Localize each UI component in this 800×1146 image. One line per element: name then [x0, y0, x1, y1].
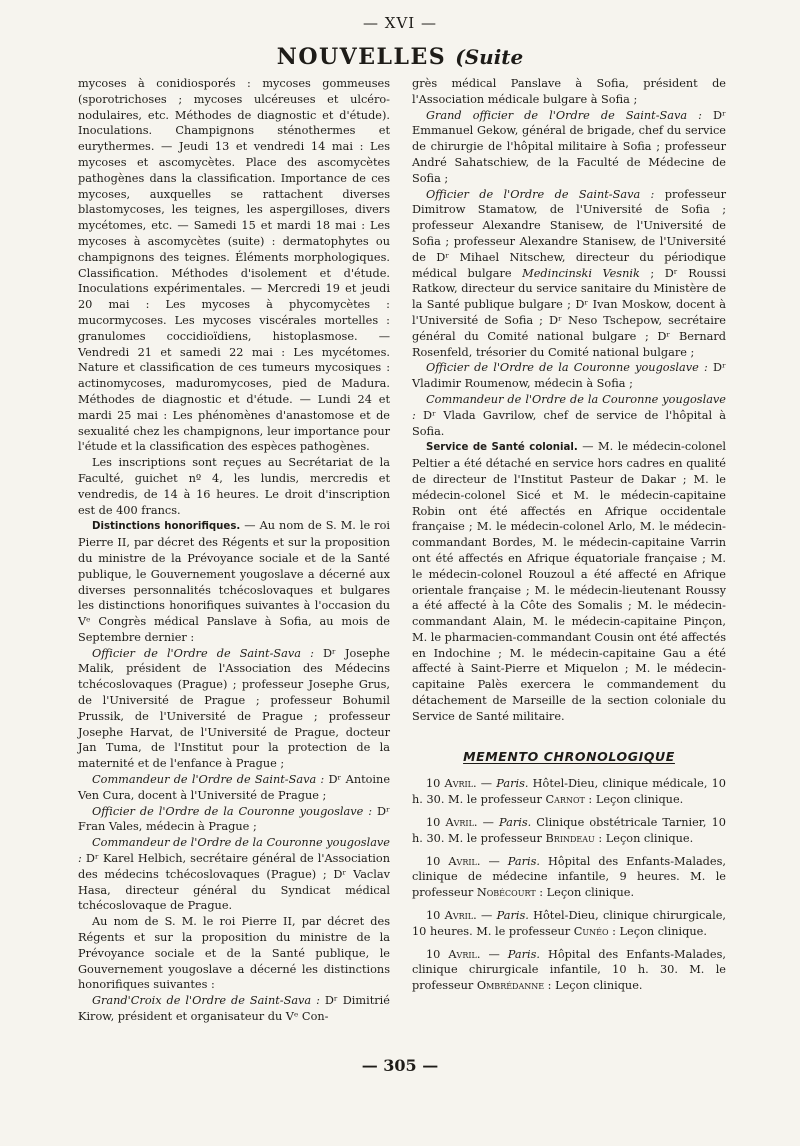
- entry-tail: : Leçon clinique.: [584, 793, 684, 807]
- entry-text: Hôtel-Dieu, clinique chirurgicale, 10 heures. M. le professeur: [412, 909, 726, 938]
- paragraph-lead: Commandeur de l'Ordre de la Couronne yougoslave :: [412, 392, 726, 422]
- paragraph: Au nom de S. M. le roi Pierre II, par décret des Régents et sur la proposition du ministre de la Prévoyance sociale et de la Santé publique, le Gouvernement yougoslave a décerné les distinctions honorifiques suivantes :: [78, 915, 390, 992]
- memento-entry: 10 Avril. — Paris. Hôtel-Dieu, clinique chirurgicale, 10 heures. M. le professeur Cunéo : Leçon clinique.: [412, 909, 726, 938]
- entry-professor: Carnot: [545, 793, 585, 807]
- paragraph: grès médical Panslave à Sofia, président de l'Association médicale bulgare à Sofia ;: [412, 77, 726, 106]
- memento-title: MEMENTO CHRONOLOGIQUE: [463, 748, 675, 764]
- left-column: [78, 76, 390, 1025]
- entry-tail: : Leçon clinique.: [535, 886, 635, 900]
- paragraph-lead: Commandeur de l'Ordre de Saint-Sava :: [92, 773, 325, 787]
- paragraph-text: Dʳ Karel Helbich, secrétaire général de l'Association des médecins tchécoslovaques (Prague) ; Dʳ Vaclav Hasa, directeur général du Syndicat médical tchécoslovaque de Prague.: [78, 852, 390, 913]
- paragraph: [78, 772, 390, 804]
- paragraph-text: Dʳ Dimitrié Kirow, président et organisateur du Vᵉ Con-: [78, 994, 390, 1024]
- entry-place: Paris.: [496, 777, 529, 791]
- memento-entry: 10 Avril. — Paris. Hôpital des Enfants-Malades, clinique de médecine infantile, 9 heures. M. le professeur Nobécourt : Leçon clinique.: [412, 854, 726, 900]
- entry-tail: : Leçon clinique.: [544, 979, 643, 993]
- paragraph: [412, 108, 726, 187]
- entry-tail: : Leçon clinique.: [594, 831, 694, 845]
- paragraph-lead: Service de Santé colonial.: [426, 442, 578, 454]
- page-number: — 305 —: [361, 1056, 439, 1075]
- entry-tail: : Leçon clinique.: [608, 924, 707, 938]
- paragraph-text: Dʳ Emmanuel Gekow, général de brigade, chef du service de chirurgie de l'hôpital militaire à Sofia ; professeur André Sahatschiew, de la Faculté de Médecine de Sofia ;: [412, 108, 726, 185]
- entry-text: Hôpital des Enfants-Malades, clinique chirurgicale infantile, 10 h. 30. M. le professeur: [412, 947, 726, 993]
- paragraph: [78, 804, 390, 836]
- entry-place: Paris.: [507, 947, 540, 961]
- entry-text: Hôtel-Dieu, clinique médicale, 10 h. 30. M. le professeur: [412, 777, 726, 807]
- memento-entry: 10 Avril. — Paris. Hôtel-Dieu, clinique médicale, 10 h. 30. M. le professeur Carnot : Leçon clinique.: [412, 777, 726, 807]
- paragraph: [412, 439, 726, 724]
- entry-professor: Ombrédanne: [476, 979, 545, 993]
- entry-date: 10 Avril.: [426, 947, 481, 961]
- paragraph-text: Dʳ Fran Vales, médecin à Prague ;: [78, 804, 391, 834]
- section-suite: (Suite: [455, 45, 524, 69]
- paragraph-lead: Grand'Croix de l'Ordre de Saint-Sava :: [92, 994, 320, 1008]
- memento-entry: 10 Avril. — Paris. Hôpital des Enfants-Malades, clinique chirurgicale infantile, 10 h. 30. M. le professeur Ombrédanne : Leçon clinique.: [412, 947, 726, 993]
- entry-place: Paris.: [496, 909, 529, 923]
- paragraph: [412, 392, 726, 439]
- entry-professor: Brindeau: [545, 831, 595, 845]
- paragraph: [412, 360, 726, 392]
- paragraph-lead: Grand officier de l'Ordre de Saint-Sava :: [426, 108, 702, 122]
- paragraph: [78, 835, 390, 914]
- entry-professor: Cunéo: [573, 924, 609, 938]
- paragraph-lead: Officier de l'Ordre de Saint-Sava :: [92, 646, 314, 660]
- paragraph-text: — Au nom de S. M. le roi Pierre II, par décret des Régents et sur la proposition du ministre de la Prévoyance sociale et de la Santé publique, le Gouvernement yougoslave a décerné aux diverses personnalités tchécoslovaques et bulgares les distinctions honorifiques suivantes à l'occasion du Vᵉ Congrès médical Panslave à Sofia, au mois de Septembre dernier :: [78, 519, 390, 644]
- paragraph-text: Dʳ Vlada Gavrilow, chef de service de l'hôpital à Sofia.: [412, 408, 726, 438]
- entry-text: Hôpital des Enfants-Malades, clinique de médecine infantile, 9 heures. M. le professeur: [412, 854, 726, 900]
- paragraph: [412, 187, 726, 361]
- paragraph-text: Dʳ Vladimir Roumenow, médecin à Sofia ;: [412, 361, 727, 391]
- entry-date: 10 Avril.: [426, 909, 477, 923]
- journal-title: Medincinski Vesnik: [522, 266, 640, 280]
- entry-date: 10 Avril.: [426, 854, 481, 868]
- paragraph: [78, 993, 390, 1025]
- entry-date: 10 Avril.: [426, 816, 478, 830]
- memento-list: [412, 776, 726, 994]
- folio: — XVI —: [363, 14, 437, 32]
- paragraph: [78, 518, 390, 645]
- paragraph-text: Dʳ Antoine Ven Cura, docent à l'Université de Prague ;: [78, 773, 391, 802]
- paragraph-lead: Distinctions honorifiques.: [92, 521, 241, 533]
- paragraph: mycoses à conidiosporés : mycoses gommeuses (sporotrichoses ; mycoses ulcéreuses et ulcéro-nodulaires, etc. Méthodes de diagnostic et d'étude). Inoculations. Champignons sténothermes et eurythermes. — Jeudi 13 et vendredi 14 mai : Les mycoses et ascomycètes. Place des ascomycètes pathogènes dans la classification. Importance de ces mycoses, auxquelles se rattachent diverses blastomycoses, les teignes, les aspergilloses, divers mycétomes, etc. — Samedi 15 et mardi 18 mai : Les mycoses à ascomycètes (suite) : dermatophytes ou champignons des teignes. Éléments morphologiques. Classification. Méthodes d'isolement et d'étude. Inoculations expérimentales. — Mercredi 19 et jeudi 20 mai : Les mycoses à phycomycètes : mucormycoses. Les mycoses viscérales mortelles : granulomes coccidioïdiens, histoplasmose. — Vendredi 21 et samedi 22 mai : Les mycétomes. Nature et classification de ces tumeurs mycosiques : actinomycoses, maduromycoses, pied de Madura. Méthodes de diagnostic et d'étude. — Lundi 24 et mardi 25 mai : Les phénomènes d'anastomose et de sexualité chez les champignons, leur importance pour l'étude et la classification des espèces pathogènes.: [78, 77, 390, 454]
- paragraph-text: professeur Dimitrow Stamatow, de l'Université de Sofia ; professeur Alexandre Stanisew, de l'Université de Sofia ; professeur Alexandre Stanisew, de l'Université de Dʳ Mihael Nitschew, directeur du périodique médical bulgare: [412, 187, 726, 280]
- paragraph-lead: Officier de l'Ordre de la Couronne yougoslave :: [426, 361, 708, 375]
- section-title: NOUVELLES: [276, 44, 447, 70]
- paragraph: [78, 646, 390, 772]
- memento-entry: 10 Avril. — Paris. Clinique obstétricale Tarnier, 10 h. 30. M. le professeur Brindeau : Leçon clinique.: [412, 816, 726, 845]
- entry-text: Clinique obstétricale Tarnier, 10 h. 30. M. le professeur: [412, 816, 726, 845]
- right-column: [412, 76, 726, 1001]
- paragraph-lead: Officier de l'Ordre de la Couronne yougoslave :: [92, 804, 373, 818]
- paragraph-text: Dʳ Josephe Malik, président de l'Association des Médecins tchécoslovaques (Prague) ; professeur Josephe Grus, de l'Université de Prague ; professeur Bohumil Prussik, de l'Université de Prague ; professeur Josephe Harvat, de l'Université de Prague, docteur Jan Tuma, de l'Institut pour la protection de la maternité et de l'enfance à Prague ;: [78, 646, 390, 771]
- paragraph: Les inscriptions sont reçues au Secrétariat de la Faculté, guichet nº 4, les lundis, mercredis et vendredis, de 14 à 16 heures. Le droit d'inscription est de 400 francs.: [78, 456, 390, 517]
- section-heading: [0, 44, 800, 70]
- paragraph-lead: Officier de l'Ordre de Saint-Sava :: [426, 187, 655, 201]
- entry-place: Paris.: [507, 854, 540, 868]
- paragraph-text: ; Dʳ Roussi Ratkow, directeur du service sanitaire du Ministère de la Santé publique bulgare ; Dʳ Ivan Moskow, docent à l'Université de Sofia ; Dʳ Neso Tschepow, secrétaire général du Comité national bulgare ; Dʳ Bernard Rosenfeld, trésorier du Comité national bulgare ;: [412, 266, 726, 359]
- entry-place: Paris.: [498, 816, 532, 830]
- entry-professor: Nobécourt: [476, 886, 536, 900]
- paragraph-lead: Commandeur de l'Ordre de la Couronne yougoslave :: [78, 836, 390, 866]
- paragraph-text: — M. le médecin-colonel Peltier a été détaché en service hors cadres en qualité de directeur de l'Institut Pasteur de Dakar ; M. le médecin-colonel Sicé et M. le médecin-capitaine Robin ont été affectés en Afrique occidentale française ; M. le médecin-colonel Arlo, M. le médecin-commandant Bordes, M. le médecin-capitaine Varrin ont été affectés en Afrique équatoriale française ; M. le médecin-colonel Rouzoul a été affecté en Afrique orientale française ; M. le médecin-lieutenant Roussy a été affecté à la Côte des Somalis ; M. le médecin-commandant Alain, M. le médecin-capitaine Pinçon, M. le pharmacien-commandant Cousin ont été affectés en Indochine ; M. le médecin-capitaine Gau a été affecté à Saint-Pierre et Miquelon ; M. le médecin-capitaine Palès exercera le commandement du détachement de Marseille de la section coloniale du Service de Santé militaire.: [412, 440, 726, 723]
- entry-date: 10 Avril.: [426, 777, 477, 791]
